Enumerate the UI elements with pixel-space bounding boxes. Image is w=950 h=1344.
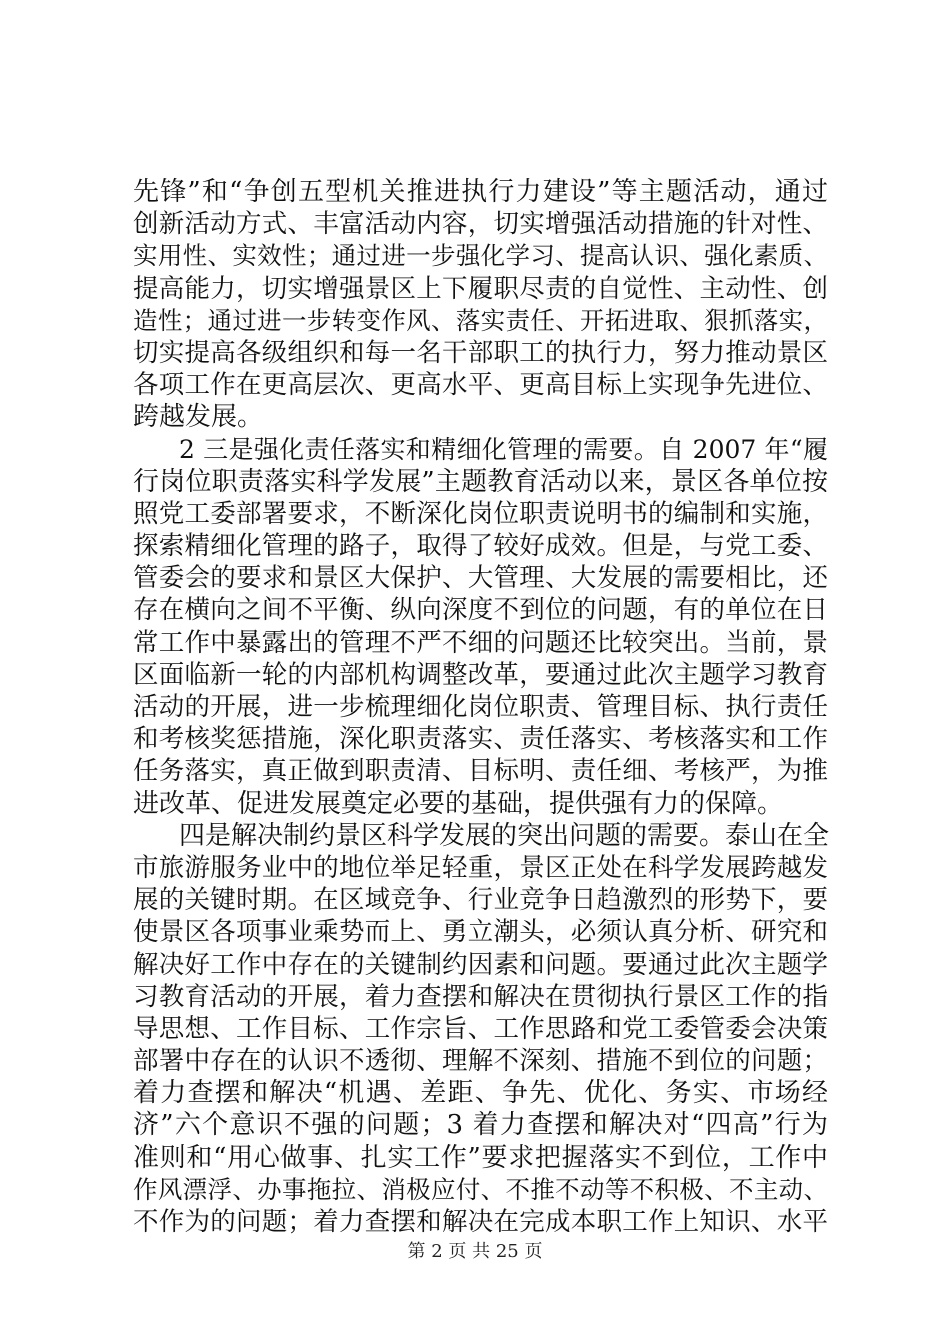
text-line: 照党工委部署要求，不断深化岗位职责说明书的编制和实施， xyxy=(133,498,828,529)
text-line: 行岗位职责落实科学发展”主题教育活动以来，景区各单位按 xyxy=(133,466,828,497)
text-line: 创新活动方式、丰富活动内容，切实增强活动措施的针对性、 xyxy=(133,209,828,240)
text-line: 导思想、工作目标、工作宗旨、工作思路和党工委管委会决策 xyxy=(133,1013,828,1044)
text-line: 准则和“用心做事、扎实工作”要求把握落实不到位，工作中 xyxy=(133,1142,828,1173)
text-line: 造性；通过进一步转变作风、落实责任、开拓进取、狠抓落实， xyxy=(133,305,828,335)
text-line: 作风漂浮、办事拖拉、消极应付、不推不动等不积极、不主动、 xyxy=(133,1174,828,1204)
text-line: 跨越发展。 xyxy=(133,402,264,433)
text-line: 管委会的要求和景区大保护、大管理、大发展的需要相比，还 xyxy=(133,563,828,594)
text-line: 解决好工作中存在的关键制约因素和问题。要通过此次主题学 xyxy=(133,949,828,980)
paragraph-2 xyxy=(133,434,828,820)
text-line: 常工作中暴露出的管理不严不细的问题还比较突出。当前，景 xyxy=(133,627,828,658)
text-line: 展的关键时期。在区域竞争、行业竞争日趋激烈的形势下，要 xyxy=(133,885,828,916)
text-line: 进改革、促进发展奠定必要的基础，提供强有力的保障。 xyxy=(133,788,784,819)
paragraph-1 xyxy=(133,176,828,434)
text-line: 先锋”和“争创五型机关推进执行力建设”等主题活动，通过 xyxy=(133,177,828,207)
text-line: 切实提高各级组织和每一名干部职工的执行力，努力推动景区 xyxy=(133,337,828,368)
text-line: 探索精细化管理的路子，取得了较好成效。但是，与党工委、 xyxy=(133,531,828,562)
text-line: 各项工作在更高层次、更高水平、更高目标上实现争先进位、 xyxy=(133,370,828,401)
text-line: 济”六个意识不强的问题；3 着力查摆和解决对“四高”行为 xyxy=(133,1110,828,1141)
text-line: 部署中存在的认识不透彻、理解不深刻、措施不到位的问题； xyxy=(133,1046,828,1077)
text-line: 着力查摆和解决“机遇、差距、争先、优化、务实、市场经 xyxy=(133,1078,828,1109)
text-line: 使景区各项事业乘势而上、勇立潮头，必须认真分析、研究和 xyxy=(133,917,828,948)
text-line: 提高能力，切实增强景区上下履职尽责的自觉性、主动性、创 xyxy=(133,273,828,304)
text-line: 习教育活动的开展，着力查摆和解决在贯彻执行景区工作的指 xyxy=(133,981,828,1012)
text-line: 市旅游服务业中的地位举足轻重，景区正处在科学发展跨越发 xyxy=(133,852,828,883)
page-footer: 第 2 页 共 25 页 xyxy=(407,1241,543,1262)
text-line: 和考核奖惩措施，深化职责落实、责任落实、考核落实和工作 xyxy=(133,724,828,755)
text-line: 四是解决制约景区科学发展的突出问题的需要。泰山在全 xyxy=(179,820,830,851)
text-line: 实用性、实效性；通过进一步强化学习、提高认识、强化素质、 xyxy=(133,241,828,271)
document-body xyxy=(133,176,828,1238)
text-line: 2 三是强化责任落实和精细化管理的需要。自 2007 年“履 xyxy=(179,434,828,464)
text-line: 活动的开展，进一步梳理细化岗位职责、管理目标、执行责任 xyxy=(133,692,828,722)
text-line: 存在横向之间不平衡、纵向深度不到位的问题，有的单位在日 xyxy=(133,595,828,626)
text-line: 区面临新一轮的内部机构调整改革，要通过此次主题学习教育 xyxy=(133,659,828,690)
text-line: 不作为的问题；着力查摆和解决在完成本职工作上知识、水平 xyxy=(133,1207,828,1237)
text-line: 任务落实，真正做到职责清、目标明、责任细、考核严，为推 xyxy=(133,756,828,787)
paragraph-3 xyxy=(133,820,828,1238)
